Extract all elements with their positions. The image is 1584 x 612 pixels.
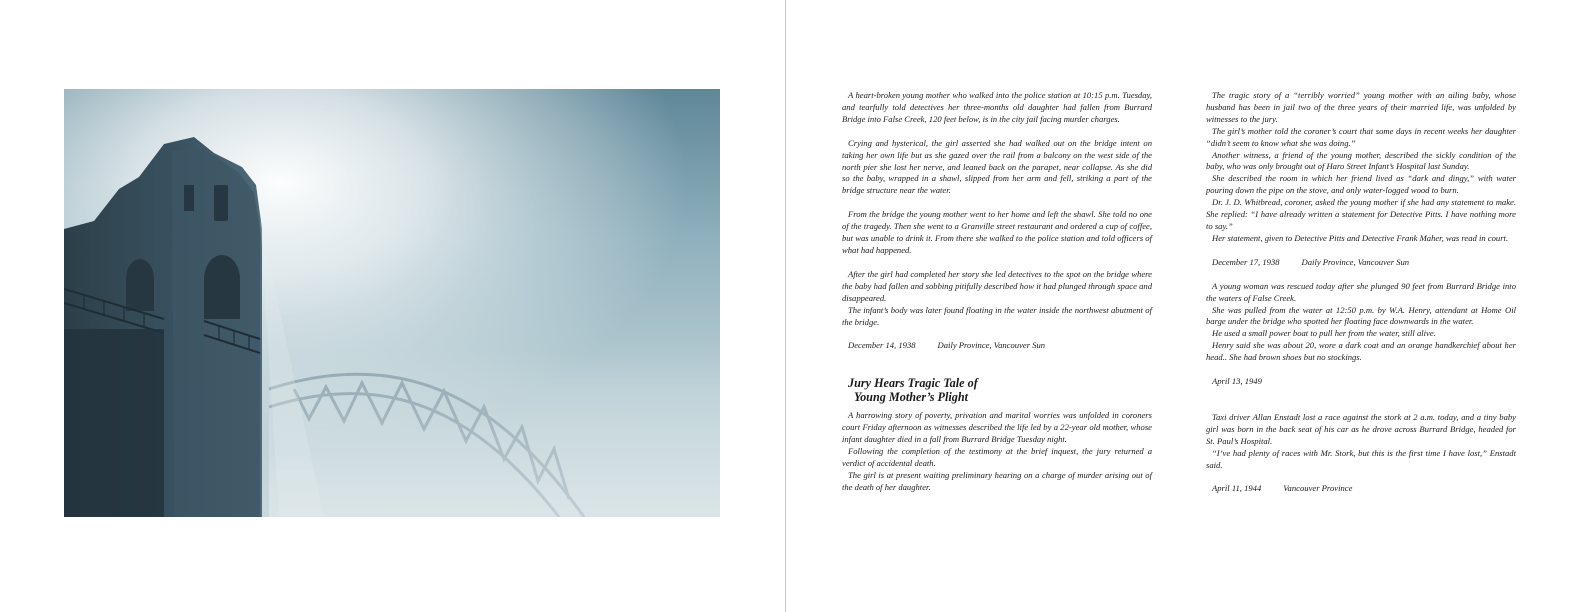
article-rescue (1206, 281, 1516, 388)
article-paragraph: “I’ve had plenty of races with Mr. Stork, but this is the first time I have lost,” Enstadt said. (1206, 447, 1516, 470)
article-date: April 11, 1944 (1212, 483, 1262, 494)
left-page (0, 0, 786, 612)
article-paragraph: A young woman was rescued today after she plunged 90 feet from Burrard Bridge into the waters of False Creek. (1206, 280, 1516, 303)
article-dateline (1206, 257, 1516, 269)
article-jury-continued (1206, 90, 1516, 269)
article-source: Daily Province, Vancouver Sun (1301, 256, 1410, 267)
article-paragraph: After the girl had completed her story she led detectives to the spot on the bridge where the baby had fallen and sobbing pitifully described how it had plunged through space and disappeared. (842, 268, 1152, 303)
article-jury-hears (842, 376, 1152, 493)
article-headline (842, 376, 1152, 404)
article-taxi-stork (1206, 412, 1516, 495)
article-date: December 14, 1938 (848, 340, 916, 351)
article-paragraph: She described the room in which her friend lived as “dark and dingy,” with water pouring down the pipe on the stove, and only water-logged wood to burn. (1206, 173, 1516, 196)
article-paragraph: The girl is at present waiting preliminary hearing on a charge of murder arising out of the death of her daughter. (842, 469, 1152, 492)
article-paragraph: From the bridge the young mother went to her home and left the shawl. She told no one of the tragedy. Then she went to a Granville street restaurant and ordered a cup of coffee, but was unable to drink it. From there she walked to the police station and told officers of what had happened. (842, 209, 1152, 255)
article-source: Vancouver Province (1283, 483, 1353, 494)
article-paragraph: The tragic story of a “terribly worried” young mother with an ailing baby, whose husband has been in jail two of the three years of their married life, was unfolded by witnesses to the jury. (1206, 90, 1516, 124)
article-date: December 17, 1938 (1212, 256, 1280, 267)
article-paragraph: Taxi driver Allan Enstadt lost a race against the stork at 2 a.m. today, and a tiny baby girl was born in the back seat of his car as he drove across Burrard Bridge, headed for St. Paul’s Hospital. (1206, 411, 1516, 446)
article-paragraph: A heart-broken young mother who walked into the police station at 10:15 p.m. Tuesday, and tearfully told detectives her three-months old daughter had fallen from Burrard Bridge into False Creek, 120 feet below, is in the city jail facing murder charges. (842, 90, 1152, 124)
headline-line-1: Jury Hears Tragic Tale of (848, 376, 978, 391)
article-dateline (1206, 376, 1516, 388)
article-paragraph: Following the completion of the testimony at the brief inquest, the jury returned a verdict of accidental death. (842, 446, 1152, 468)
headline-line-2: Young Mother’s Plight (854, 390, 969, 405)
article-paragraph: A harrowing story of poverty, privation and marital worries was unfolded in coroners court Friday afternoon as witnesses described the life led by a 22-year old mother, whose infant daughter died in a fall from Burrard Bridge Tuesday night. (842, 410, 1152, 445)
article-source: Daily Province, Vancouver Sun (937, 340, 1046, 351)
article-paragraph: She was pulled from the water at 12:50 p.m. by W.A. Henry, attendant at Home Oil barge under the bridge who spotted her floating face downwards in the water. (1206, 304, 1516, 327)
article-paragraph: He used a small power boat to pull her from the water, still alive. (1212, 328, 1436, 339)
text-column-1 (842, 90, 1152, 494)
book-gutter (785, 0, 786, 612)
article-paragraph: Crying and hysterical, the girl asserted she had walked out on the bridge intent on taking her own life but as she gazed over the rail from a balcony on the west side of the north pier she lost her nerve, and leaned back on the parapet, near collapse. As she did so the baby, wrapped in a shawl, slipped from her arm and fell, striking a part of the bridge structure near the water. (842, 137, 1152, 196)
text-column-2 (1206, 90, 1516, 495)
bridge-photograph (64, 89, 720, 517)
article-paragraph: The infant’s body was later found floating in the water inside the northwest abutment of the bridge. (842, 304, 1152, 327)
article-dateline (1206, 483, 1516, 495)
article-bridge-fall (842, 90, 1152, 352)
article-date: April 13, 1949 (1212, 376, 1262, 387)
article-paragraph: Another witness, a friend of the young mother, described the sickly condition of the baby, who was only brought out of Haro Street Infant’s Hospital last Sunday. (1206, 149, 1516, 172)
bridge-photo-illustration (64, 89, 720, 517)
article-paragraph: The girl’s mother told the coroner’s court that some days in recent weeks her daughter “didn’t seem to know what she was doing.” (1206, 125, 1516, 148)
article-paragraph: Dr. J. D. Whitbread, coroner, asked the young mother if she had any statement to make. She replied: “I have already written a statement for Detective Pitts. I have nothing more to say.” (1206, 197, 1516, 231)
article-paragraph: Her statement, given to Detective Pitts and Detective Frank Maher, was read in court. (1212, 232, 1509, 243)
article-paragraph: Henry said she was about 20, wore a dark coat and an orange handkerchief about her head.. She had brown shoes but no stockings. (1206, 340, 1516, 363)
article-dateline (842, 340, 1152, 352)
